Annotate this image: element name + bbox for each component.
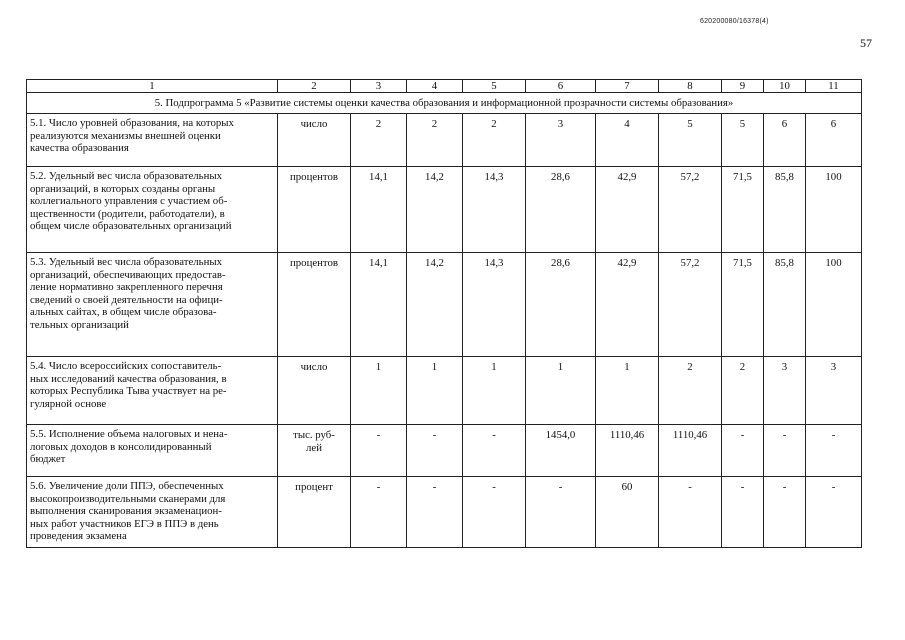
value-cell: -: [722, 425, 764, 477]
value-cell: 71,5: [722, 253, 764, 357]
column-number-cell: 2: [278, 80, 351, 93]
value-cell: 14,1: [351, 253, 407, 357]
unit-label: процентов: [290, 171, 338, 183]
column-number-cell: 8: [659, 80, 722, 93]
value-cell: 1110,46: [596, 425, 659, 477]
column-number-cell: 11: [806, 80, 862, 93]
indicator-name: 5.3. Удельный вес числа образовательных организаций, обеспечивающих предостав- ление нормативно закрепленного перечня сведений о своей деятельности на офици- альных сайтах, в общем числе образова- тельных организаций: [30, 256, 226, 331]
unit-label: процентов: [290, 257, 338, 269]
unit-cell: [278, 253, 351, 357]
value-cell: 5: [659, 114, 722, 167]
value-cell: 1: [526, 357, 596, 425]
indicator-cell: [27, 357, 278, 425]
value-cell: 14,1: [351, 167, 407, 253]
value-cell: 2: [722, 357, 764, 425]
value-cell: -: [764, 477, 806, 548]
value-cell: 2: [659, 357, 722, 425]
value-cell: 1: [596, 357, 659, 425]
value-cell: 1110,46: [659, 425, 722, 477]
value-cell: -: [806, 425, 862, 477]
value-cell: 28,6: [526, 167, 596, 253]
indicator-name: 5.6. Увеличение доли ППЭ, обеспеченных высокопроизводительными сканерами для выполнения сканирования экзаменацион- ных работ участников ЕГЭ в ППЭ в день проведения экзамена: [30, 480, 226, 543]
value-cell: -: [806, 477, 862, 548]
value-cell: 1454,0: [526, 425, 596, 477]
column-number-cell: 5: [463, 80, 526, 93]
column-number-cell: 1: [27, 80, 278, 93]
indicator-name: 5.2. Удельный вес числа образовательных организаций, в которых созданы органы коллегиального управления с участием об- щественности (родители, работодатели), в общем числе образовательных организаций: [30, 170, 232, 233]
value-cell: 42,9: [596, 167, 659, 253]
value-cell: -: [722, 477, 764, 548]
section-title-row: [27, 93, 862, 114]
indicator-cell: [27, 167, 278, 253]
column-number-cell: 6: [526, 80, 596, 93]
page-number: 57: [860, 36, 872, 50]
table-row: [27, 357, 862, 425]
unit-cell: [278, 477, 351, 548]
value-cell: 1: [463, 357, 526, 425]
value-cell: 57,2: [659, 253, 722, 357]
indicator-name: 5.1. Число уровней образования, на которых реализуются механизмы внешней оценки качества образования: [30, 117, 234, 155]
unit-cell: [278, 357, 351, 425]
unit-cell: [278, 167, 351, 253]
value-cell: 4: [596, 114, 659, 167]
value-cell: 2: [463, 114, 526, 167]
value-cell: 14,3: [463, 253, 526, 357]
value-cell: 14,2: [407, 253, 463, 357]
value-cell: 6: [806, 114, 862, 167]
table-row: [27, 167, 862, 253]
value-cell: -: [351, 477, 407, 548]
value-cell: 14,3: [463, 167, 526, 253]
indicator-cell: [27, 425, 278, 477]
document-code: 620200080/16378(4): [700, 18, 769, 25]
indicator-cell: [27, 477, 278, 548]
column-number-cell: 10: [764, 80, 806, 93]
indicator-name: 5.5. Исполнение объема налоговых и нена- логовых доходов в консолидированный бюджет: [30, 428, 228, 466]
value-cell: -: [407, 477, 463, 548]
column-number-cell: 4: [407, 80, 463, 93]
value-cell: -: [351, 425, 407, 477]
value-cell: 2: [351, 114, 407, 167]
value-cell: 5: [722, 114, 764, 167]
column-number-row: [27, 80, 862, 93]
unit-cell: [278, 425, 351, 477]
unit-label: процент: [295, 481, 333, 493]
unit-label: тыс. руб- лей: [293, 429, 335, 454]
table-row: [27, 477, 862, 548]
value-cell: -: [407, 425, 463, 477]
table-row: [27, 253, 862, 357]
value-cell: 100: [806, 167, 862, 253]
value-cell: 1: [407, 357, 463, 425]
indicators-table: [26, 79, 862, 548]
value-cell: -: [764, 425, 806, 477]
value-cell: 2: [407, 114, 463, 167]
value-cell: -: [463, 477, 526, 548]
value-cell: 85,8: [764, 253, 806, 357]
section-title: 5. Подпрограмма 5 «Развитие системы оценки качества образования и информационной прозрачности системы образования»: [27, 93, 862, 114]
column-number-cell: 9: [722, 80, 764, 93]
table-row: [27, 425, 862, 477]
value-cell: 60: [596, 477, 659, 548]
unit-label: число: [300, 118, 328, 130]
value-cell: -: [659, 477, 722, 548]
column-number-cell: 3: [351, 80, 407, 93]
value-cell: 42,9: [596, 253, 659, 357]
value-cell: 3: [764, 357, 806, 425]
indicator-name: 5.4. Число всероссийских сопоставитель- ных исследований качества образования, в которых Республика Тыва участвует на ре- гулярной основе: [30, 360, 227, 410]
value-cell: -: [526, 477, 596, 548]
column-number-cell: 7: [596, 80, 659, 93]
value-cell: 3: [526, 114, 596, 167]
table-body: [27, 80, 862, 548]
value-cell: 28,6: [526, 253, 596, 357]
unit-label: число: [300, 361, 328, 373]
value-cell: 57,2: [659, 167, 722, 253]
value-cell: 1: [351, 357, 407, 425]
value-cell: -: [463, 425, 526, 477]
table-row: [27, 114, 862, 167]
value-cell: 6: [764, 114, 806, 167]
value-cell: 85,8: [764, 167, 806, 253]
value-cell: 71,5: [722, 167, 764, 253]
value-cell: 3: [806, 357, 862, 425]
unit-cell: [278, 114, 351, 167]
value-cell: 14,2: [407, 167, 463, 253]
indicator-cell: [27, 253, 278, 357]
value-cell: 100: [806, 253, 862, 357]
indicator-cell: [27, 114, 278, 167]
